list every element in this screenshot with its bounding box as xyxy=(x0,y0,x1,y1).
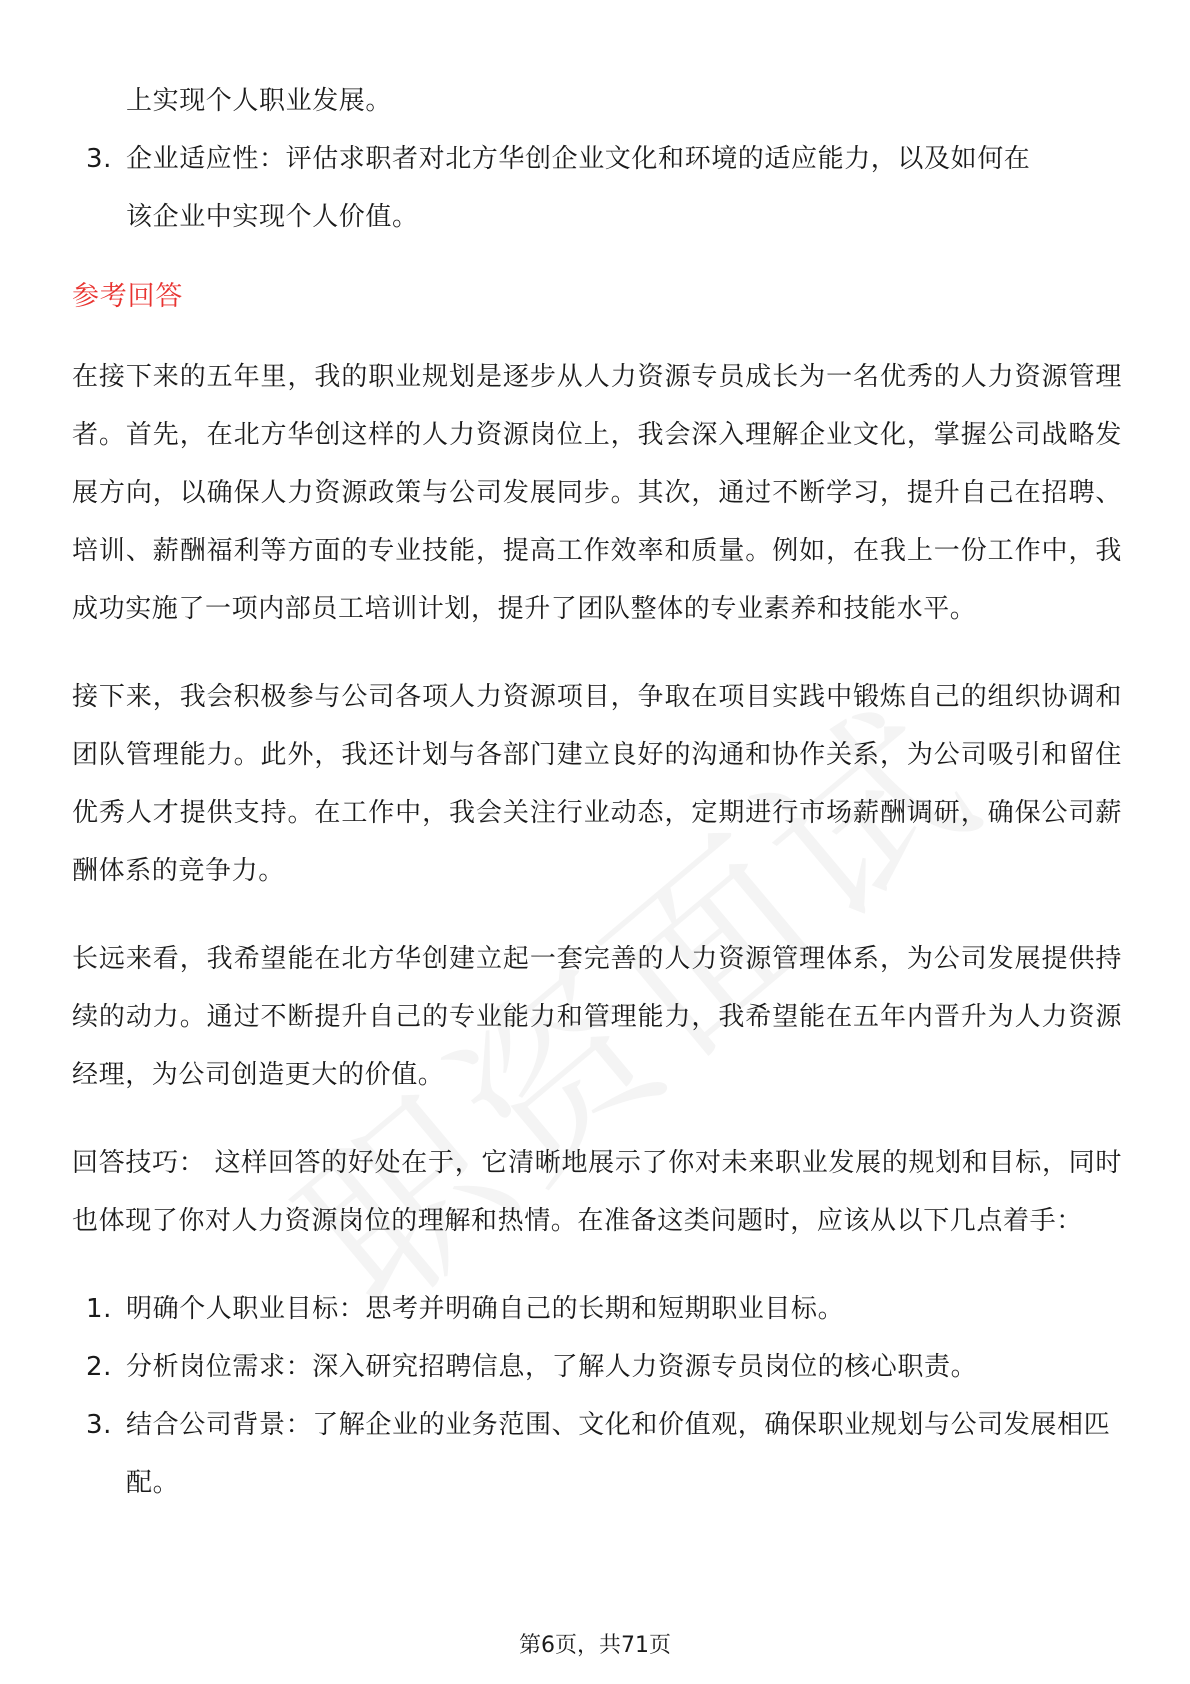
list-number: 1. xyxy=(86,1294,113,1324)
answer-paragraph-3: 长远来看，我希望能在北方华创建立起一套完善的人力资源管理体系，为公司发展提供持续的动力。通过不断提升自己的专业能力和管理能力，我希望能在五年内晋升为人力资源经理，为公司创造更大的价值。 xyxy=(72,944,1122,1090)
list-item-text: 结合公司背景：了解企业的业务范围、文化和价值观，确保职业规划与公司发展相匹配。 xyxy=(126,1410,1111,1498)
list-item xyxy=(72,1280,1122,1338)
list-item xyxy=(72,1338,1122,1396)
page-footer: 第6页，共71页 xyxy=(519,1633,671,1658)
page-content xyxy=(72,72,1122,1512)
section-heading: 参考回答 xyxy=(72,281,184,312)
list-number: 3. xyxy=(86,144,113,174)
list-item-text: 企业适应性：评估求职者对北方华创企业文化和环境的适应能力，以及如何在 该企业中实现个人价值。 xyxy=(126,144,1031,232)
answer-paragraph-1: 在接下来的五年里，我的职业规划是逐步从人力资源专员成长为一名优秀的人力资源管理者。首先，在北方华创这样的人力资源岗位上，我会深入理解企业文化，掌握公司战略发展方向，以确保人力资源政策与公司发展同步。其次，通过不断学习，提升自己在招聘、培训、薪酬福利等方面的专业技能，提高工作效率和质量。例如，在我上一份工作中，我成功实施了一项内部员工培训计划，提升了团队整体的专业素养和技能水平。 xyxy=(72,362,1122,624)
list-item-continuation: 上实现个人职业发展。 xyxy=(126,86,393,116)
list-number: 3. xyxy=(86,1410,113,1440)
tips-list xyxy=(72,1280,1122,1512)
list-item-text: 分析岗位需求：深入研究招聘信息，了解人力资源专员岗位的核心职责。 xyxy=(126,1352,978,1382)
criteria-list xyxy=(72,130,1122,246)
list-item xyxy=(72,130,1122,246)
list-item-text: 明确个人职业目标：思考并明确自己的长期和短期职业目标。 xyxy=(126,1294,845,1324)
answer-paragraph-2: 接下来，我会积极参与公司各项人力资源项目，争取在项目实践中锻炼自己的组织协调和团队管理能力。此外，我还计划与各部门建立良好的沟通和协作关系，为公司吸引和留住优秀人才提供支持。在工作中，我会关注行业动态，定期进行市场薪酬调研，确保公司薪酬体系的竞争力。 xyxy=(72,682,1122,886)
list-number: 2. xyxy=(86,1352,113,1382)
list-item xyxy=(72,1396,1122,1512)
tips-paragraph: 回答技巧： 这样回答的好处在于，它清晰地展示了你对未来职业发展的规划和目标，同时也体现了你对人力资源岗位的理解和热情。在准备这类问题时，应该从以下几点着手： xyxy=(72,1148,1122,1236)
